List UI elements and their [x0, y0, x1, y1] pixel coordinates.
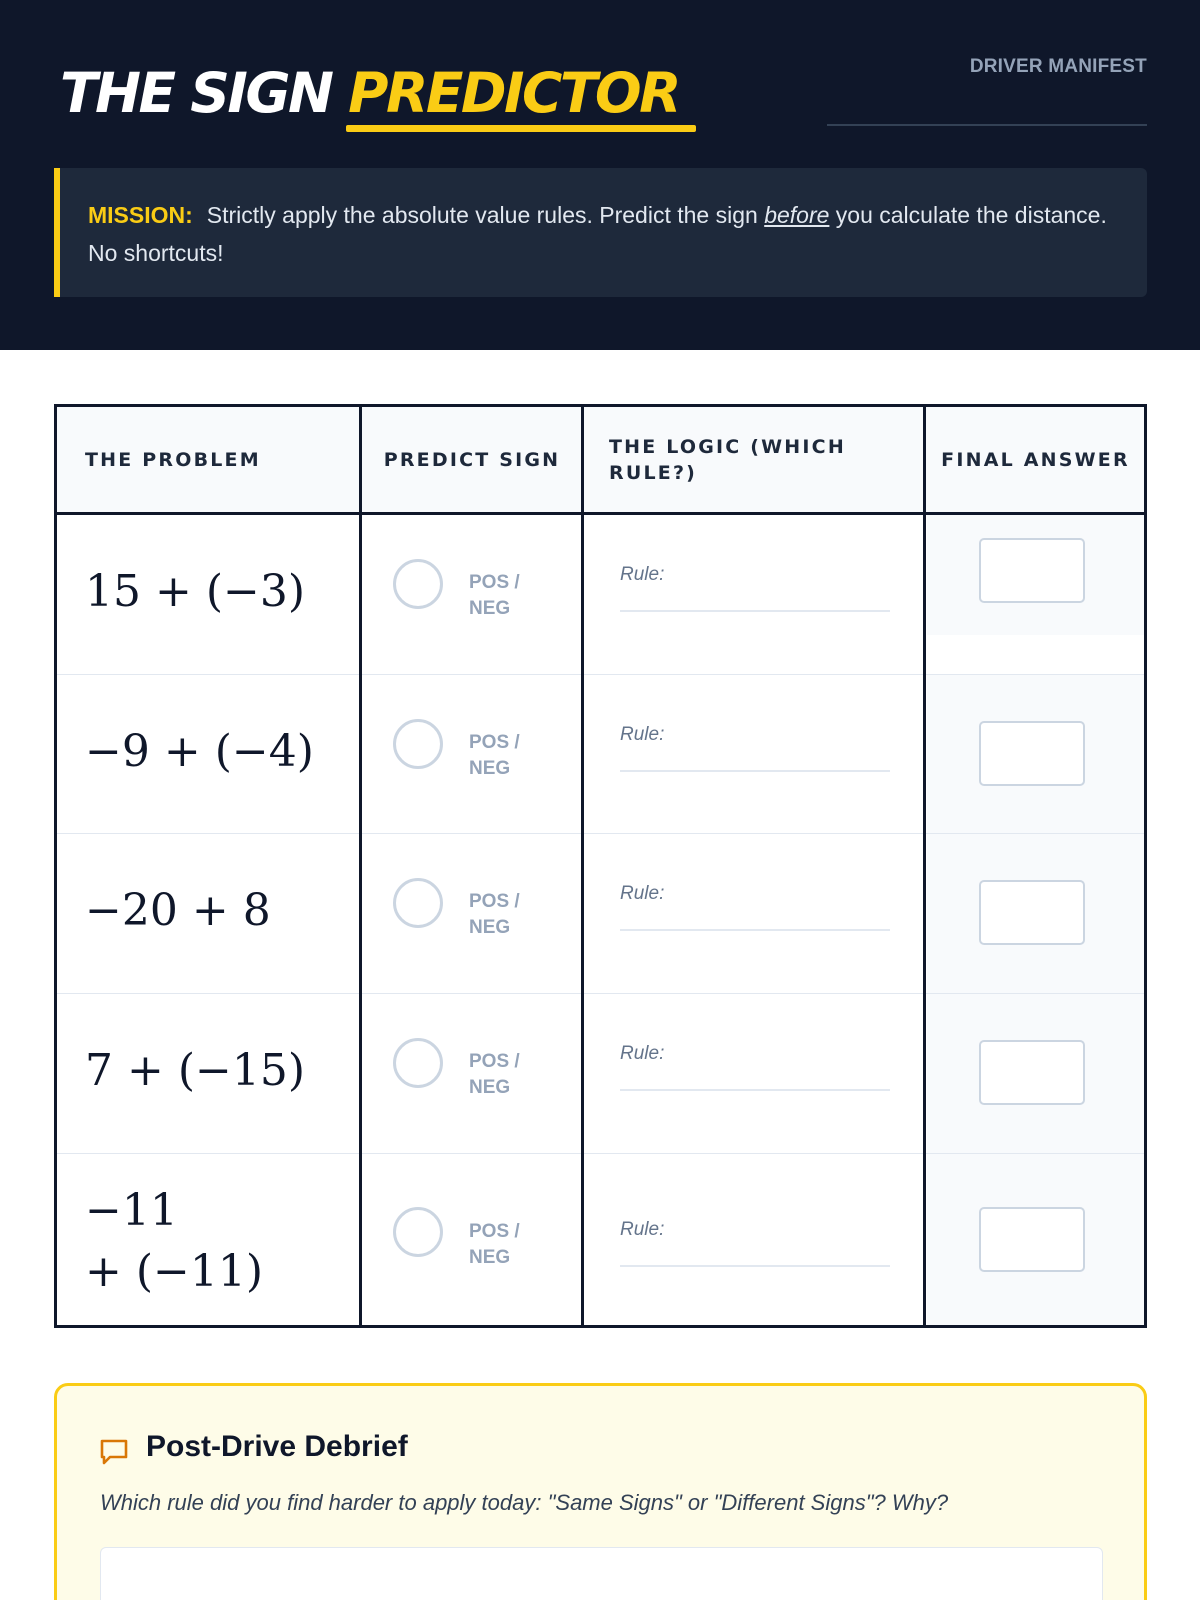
answer-input[interactable] [979, 721, 1085, 786]
mission-text-before: Strictly apply the absolute value rules. Predict the sign [206, 202, 765, 228]
answer-input[interactable] [979, 538, 1085, 603]
debrief-title: Post-Drive Debrief [146, 1430, 408, 1463]
mission-text-after: you calculate the distance. No shortcuts! [88, 202, 1107, 266]
problem-expression: 7 + (−15) [85, 1045, 306, 1096]
problem-expression: −9 + (−4) [85, 726, 314, 777]
sign-radio[interactable] [393, 878, 443, 928]
table-row [57, 1153, 1144, 1325]
sign-hint: POS / NEG [469, 1051, 520, 1098]
problem-table [54, 404, 1147, 1328]
debrief-panel [54, 1383, 1147, 1600]
column-divider [359, 407, 362, 1325]
rule-input[interactable] [620, 929, 890, 931]
rule-input[interactable] [620, 1265, 890, 1267]
title-main: THE SIGN [60, 61, 349, 125]
problem-expression: −11 [85, 1185, 178, 1236]
rule-input[interactable] [620, 610, 890, 612]
driver-manifest-line[interactable] [827, 124, 1147, 126]
column-divider [923, 407, 926, 1325]
column-divider [581, 407, 584, 1325]
sign-radio[interactable] [393, 1038, 443, 1088]
header-final-answer: FINAL ANSWER [941, 448, 1130, 471]
rule-label: Rule: [620, 564, 665, 585]
mission-label: MISSION: [88, 202, 193, 228]
mission-banner [54, 168, 1147, 297]
sign-hint: POS / NEG [469, 732, 520, 779]
table-row [57, 515, 1144, 674]
header-logic: THE LOGIC (WHICH RULE?) [609, 435, 846, 484]
debrief-prompt: Which rule did you find harder to apply today: "Same Signs" or "Different Signs"? Why? [100, 1490, 949, 1515]
table-row [57, 674, 1144, 833]
answer-input[interactable] [979, 880, 1085, 945]
rule-label: Rule: [620, 724, 665, 745]
title-accent: PREDICTOR [348, 61, 680, 125]
problem-expression: 15 + (−3) [85, 566, 306, 617]
debrief-response-field[interactable] [100, 1547, 1103, 1600]
table-row [57, 833, 1144, 993]
page-title [60, 58, 679, 128]
answer-input[interactable] [979, 1207, 1085, 1272]
rule-label: Rule: [620, 1043, 665, 1064]
page-header [0, 0, 1200, 350]
table-row [57, 993, 1144, 1153]
rule-input[interactable] [620, 1089, 890, 1091]
driver-manifest-label: DRIVER MANIFEST [969, 56, 1147, 77]
speech-bubble-icon [99, 1438, 129, 1466]
header-problem: THE PROBLEM [85, 448, 261, 471]
sign-hint: POS / NEG [469, 572, 520, 619]
sign-radio[interactable] [393, 559, 443, 609]
rule-label: Rule: [620, 883, 665, 904]
answer-input[interactable] [979, 1040, 1085, 1105]
rule-input[interactable] [620, 770, 890, 772]
table-header [57, 407, 1144, 515]
sign-hint: POS / NEG [469, 891, 520, 938]
sign-radio[interactable] [393, 1207, 443, 1257]
mission-emphasis: before [764, 202, 830, 228]
problem-expression-line2: + (−11) [85, 1246, 264, 1297]
sign-hint: POS / NEG [469, 1221, 520, 1268]
rule-label: Rule: [620, 1219, 665, 1240]
problem-expression: −20 + 8 [85, 885, 271, 936]
header-predict-sign: PREDICT SIGN [383, 448, 561, 471]
title-underline [346, 125, 696, 132]
sign-radio[interactable] [393, 719, 443, 769]
